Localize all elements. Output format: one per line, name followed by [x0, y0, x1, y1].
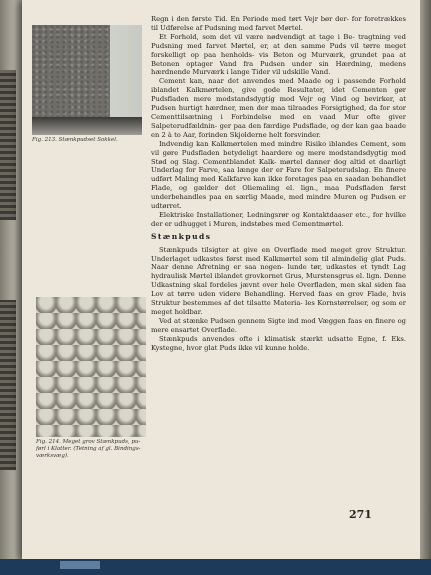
previous-page-image-strip	[0, 70, 16, 220]
section-heading: Stænkpuds	[151, 231, 212, 241]
text-column	[151, 15, 406, 353]
paragraph: Ved at stænke Pudsen gennem Sigte ind mod Væggen faas en finere og mere ensartet Overflade.	[151, 316, 406, 334]
page-number: 271	[349, 508, 372, 521]
right-page-edge	[420, 0, 431, 575]
previous-page-image-strip	[0, 300, 16, 470]
figure-213-image	[32, 25, 142, 135]
paragraph: Regn i den første Tid. En Periode med tørt Vejr bør der- for foretrækkes til Udførelse af Pudsning med farvet Mørtel.	[151, 15, 406, 32]
previous-page-edge	[0, 0, 24, 575]
paragraph: Elektriske Installationer, Ledningsrør og Kontaktdaaser etc., for hvilke der er udhugget i Muren, indstøbes med Cementmørtel.	[151, 210, 406, 228]
figure-214-caption: Fig. 214. Meget grov Stænkpuds, pu- førl i Klatter. (Tetning af gl. Bindings- værksvæg).	[36, 439, 141, 459]
paragraph: Cement kan, naar det anvendes med Maade og i passende Forhold iblandet Kalkmørtelen, give gode Resultater, idet Cementen gør Pudsfladen mere modstandsdygtig mod Vejr og Vind og bevirker, at Pudsen hurtigt hærdner, men der maa tilraades Forsigtighed, da for stor Cementtilsætning i Forbindelse med en vaad Mur ofte giver Salpeterudfældnin- ger paa den færdige Pudsflade, og der kan gaa baade en 2 à to Aar, forinden Skjolderne helt forsvinder.	[151, 77, 406, 139]
paragraph: Et Forhold, som det vil være nødvendigt at tage i Be- tragtning ved Pudsning med farvet Mørtel, er, at den samme Puds vil tørre meget forskelligt op paa henholds- vis Beton og Murværk, grundet paa at Betonen optager Vand fra Pudsen under sin Hærdning, medens hærdnende Murværk i lange Tider vil udskille Vand.	[151, 32, 406, 77]
paragraph: Stænkpuds anvendes ofte i klimatisk stærkt udsatte Egne, f. Eks. Kystegne, hvor glat Puds ikke vil kunne holde.	[151, 334, 406, 352]
figure-213-caption: Fig. 213. Stænkpudset Sokkel.	[32, 137, 118, 143]
table-surface	[0, 559, 431, 575]
figure-214-image	[36, 297, 146, 437]
paragraph: Indvendig kan Kalkmørtelen med mindre Risiko iblandes Cement, som vil gøre Pudsfladen betydeligt haardere og mere modstandsdygtig mod Stød og Slag. Cementblandet Kalk- mørtel danner dog altid et daarligt Underlag for Farve, saa længe der er Fare for Salpeterudslag. En finere udført Maling med Kalkfarve kan ikke foretages paa en saadan behandlet Flade, og gælder det Oliemaling el. lign., maa Pudsfladen først underbehandles paa en særlig Maade, med mindre Muren og Pudsen er udtørret.	[151, 139, 406, 211]
paragraph: Stænkpuds tilsigter at give en Overflade med meget grov Struktur. Underlaget udkastes først med Kalkmørtel som til almindelig glat Puds. Naar denne Afretning er saa nogen- lunde tør, udkastes et tyndt Lag hydraulisk Mørtel iblandet grovkornet Grus, Murstensgrus el. lign. Denne Udkastning skal fordeles jævnt over hele Overfladen, men skal siden faa Lov at tørre uden videre Behandling. Herved faas en grov Flade, hvis Struktur bestemmes af det tilsatte Materia- les Kornstørrelser, og som er meget holdbar.	[151, 245, 406, 316]
